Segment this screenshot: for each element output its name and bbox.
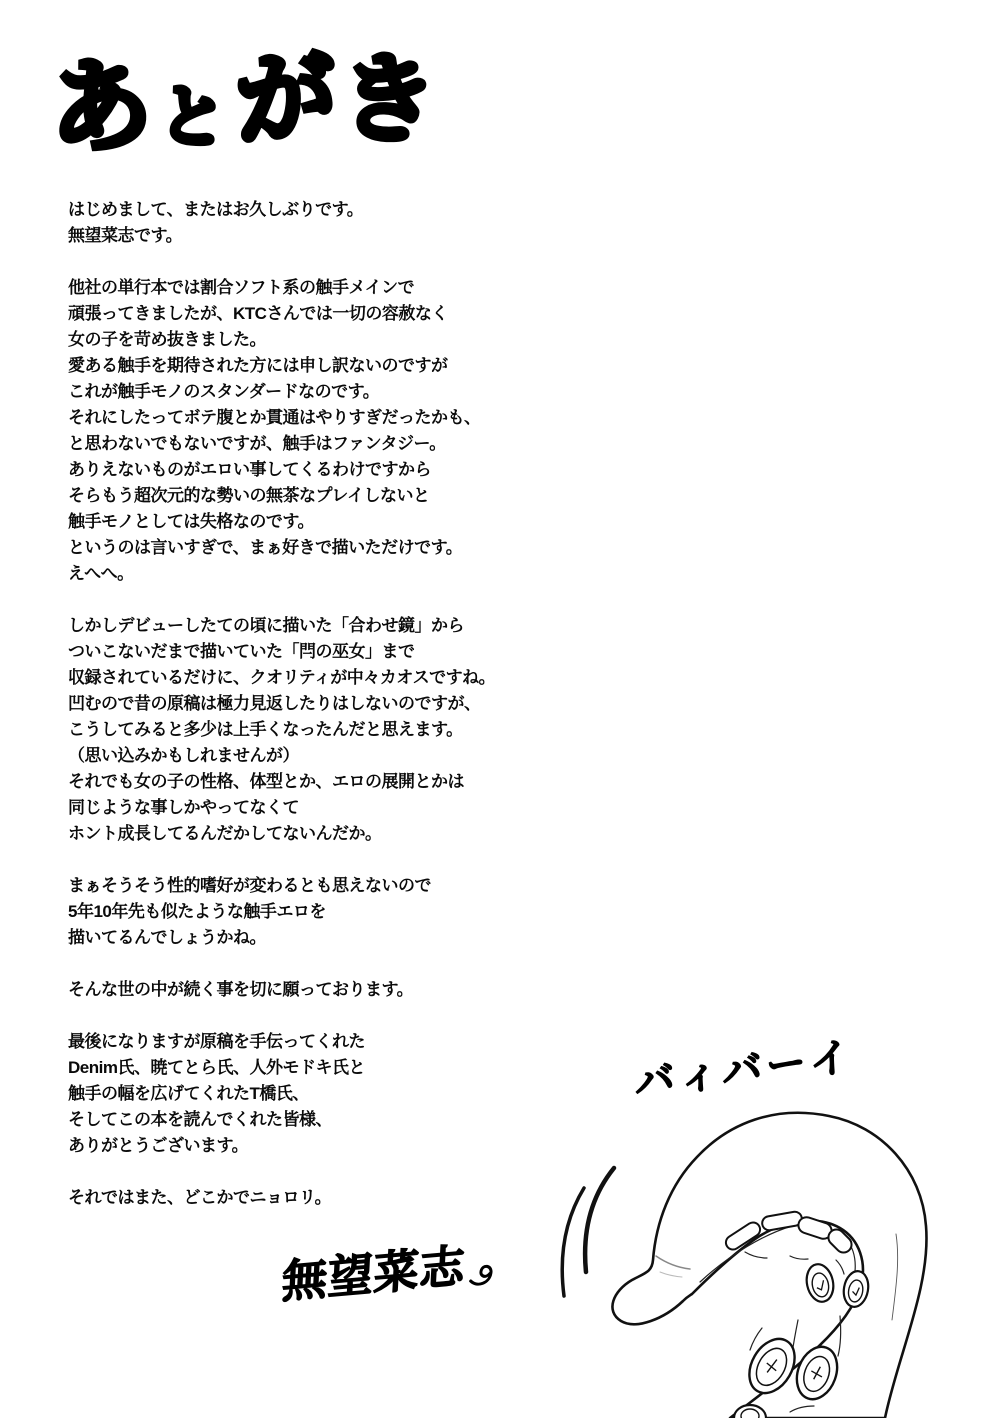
text-line: 女の子を苛め抜きました。 (68, 330, 266, 349)
motion-lines (562, 1168, 614, 1296)
medium-suckers (803, 1262, 871, 1309)
text-line: 他社の単行本では割合ソフト系の触手メインで (68, 278, 415, 297)
paragraph (68, 1185, 568, 1211)
text-line: ついこないだまで描いていた「閂の巫女」まで (68, 642, 415, 661)
text-line: 触手モノとしては失格なのです。 (68, 512, 314, 531)
waving-tentacle-illustration (540, 1020, 1000, 1418)
text-line: 触手の幅を広げてくれたT橋氏、 (68, 1084, 309, 1103)
text-line: こうしてみると多少は上手くなったんだと思えます。 (68, 720, 463, 739)
text-line: 収録されているだけに、クオリティが中々カオスですね。 (68, 668, 496, 687)
text-line: まぁそうそう性的嗜好が変わるとも思えないので (68, 876, 431, 895)
text-line: ホント成長してるんだかしてないんだか。 (68, 824, 382, 843)
text-line: そしてこの本を読んでくれた皆様、 (68, 1110, 332, 1129)
text-line: 描いてるんでしょうかね。 (68, 928, 266, 947)
page-title (48, 26, 439, 166)
text-line: ありがとうございます。 (68, 1136, 249, 1155)
text-line: これが触手モノのスタンダードなのです。 (68, 382, 380, 401)
text-line: はじめまして、またはお久しぶりです。 (68, 200, 364, 219)
text-line: というのは言いすぎで、まぁ好きで描いただけです。 (68, 538, 463, 557)
title-char: き (338, 43, 439, 156)
text-line: それでも女の子の性格、体型とか、エロの展開とかは (68, 772, 464, 791)
text-line: 無望菜志です。 (68, 226, 183, 245)
text-line: 愛ある触手を期待された方には申し訳ないのですが (68, 356, 448, 375)
text-line: 凹むので昔の原稿は極力見返したりはしないのですが、 (68, 694, 481, 713)
text-line: そんな世の中が続く事を切に願っております。 (68, 980, 414, 999)
text-line: それではまた、どこかでニョロリ。 (68, 1188, 332, 1207)
signature-flourish (468, 1260, 497, 1291)
text-line: 最後になりますが原稿を手伝ってくれた (68, 1032, 365, 1051)
text-line: それにしたってボテ腹とか貫通はやりすぎだったかも、 (68, 408, 481, 427)
text-line: 5年10年先も似たような触手エロを (68, 902, 326, 921)
paragraph (68, 613, 568, 847)
byebye-handwriting: バィバーイ (633, 1034, 855, 1106)
text-line: ありえないものがエロい事してくるわけですから (68, 460, 431, 479)
text-line: 同じような事しかやってなくて (68, 798, 299, 817)
afterword-text (68, 197, 568, 1237)
title-char: が (232, 39, 340, 159)
paragraph (68, 873, 568, 951)
signature-text: 無望菜志 (280, 1240, 467, 1308)
text-line: と思わないでもないですが、触手はファンタジー。 (68, 434, 446, 453)
text-line: （思い込みかもしれませんが） (68, 746, 299, 765)
text-line: 頑張ってきましたが、KTCさんでは一切の容赦なく (68, 304, 448, 323)
text-line: えへへ。 (68, 564, 134, 583)
title-char: あ (48, 48, 154, 166)
paragraph (68, 1029, 568, 1159)
author-signature (281, 1226, 500, 1310)
title-char: と (156, 77, 230, 157)
text-line: しかしデビューしたての頃に描いた「合わせ鏡」から (68, 616, 464, 635)
text-line: Denim氏、暁てとら氏、人外モドキ氏と (68, 1058, 365, 1077)
text-line: そらもう超次元的な勢いの無茶なプレイしないと (68, 486, 430, 505)
paragraph (68, 977, 568, 1003)
paragraph (68, 275, 568, 587)
paragraph (68, 197, 568, 249)
